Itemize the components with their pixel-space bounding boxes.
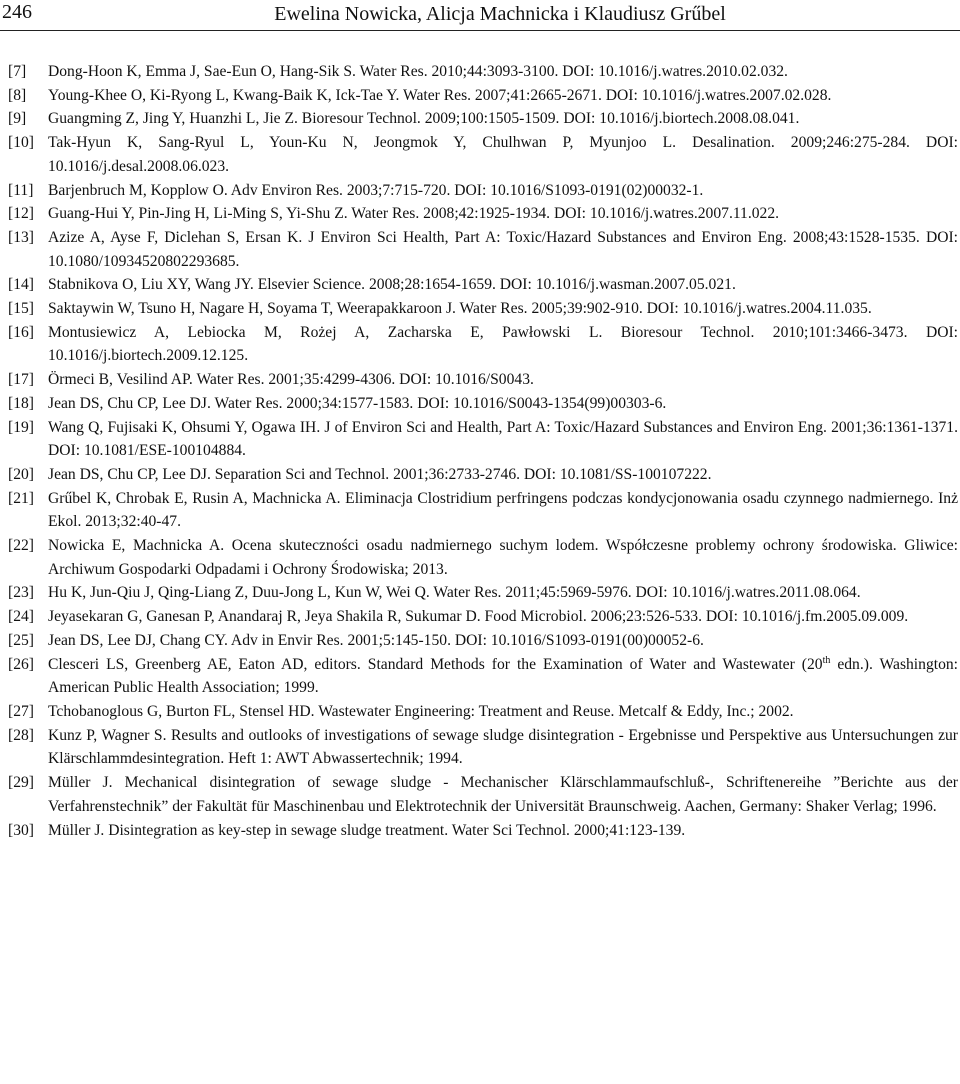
reference-number: [20] xyxy=(8,465,34,483)
reference-text-main: Jeyasekaran G, Ganesan P, Anandaraj R, Jeya Shakila R, Sukumar D. Food Microbiol. 2006;23:526-533. DOI: 10.1016/j.fm.2005.09.009. xyxy=(48,608,909,626)
reference-item xyxy=(8,724,958,771)
reference-text-main: Jean DS, Lee DJ, Chang CY. Adv in Envir Res. 2001;5:145-150. DOI: 10.1016/S1093-0191(00)00052-6. xyxy=(48,631,704,649)
reference-text xyxy=(48,107,958,131)
reference-text xyxy=(48,534,958,581)
reference-text xyxy=(48,321,958,368)
reference-number: [22] xyxy=(8,537,34,555)
reference-text xyxy=(48,581,958,605)
reference-text-main: Müller J. Mechanical disintegration of sewage sludge - Mechanischer Klärschlammaufschluß-, Schriftenereihe ”Berichte aus der Verfahrenstechnik” der Fakultät für Maschinenbau und Elektrotechnik der Universität Braunschweig. Aachen, Germany: Shaker Verlag; 1996. xyxy=(48,774,958,815)
reference-text xyxy=(48,487,958,534)
reference-text xyxy=(48,297,958,321)
reference-superscript: th xyxy=(822,654,831,666)
reference-number: [13] xyxy=(8,228,34,246)
reference-item xyxy=(8,487,958,534)
reference-text xyxy=(48,605,958,629)
reference-item xyxy=(8,107,958,131)
reference-item xyxy=(8,84,958,108)
reference-text xyxy=(48,629,958,653)
reference-item xyxy=(8,60,958,84)
reference-text xyxy=(48,179,958,203)
reference-text-main: Nowicka E, Machnicka A. Ocena skuteczności osadu nadmiernego suchym lodem. Współczesne problemy ochrony środowiska. Gliwice: Archiwum Gospodarki Odpadami i Ochrony Środowiska; 2013. xyxy=(48,537,958,578)
reference-number: [15] xyxy=(8,300,34,318)
reference-number: [19] xyxy=(8,418,34,436)
reference-text-main: Hu K, Jun-Qiu J, Qing-Liang Z, Duu-Jong L, Kun W, Wei Q. Water Res. 2011;45:5969-5976. DOI: 10.1016/j.watres.2011.08.064. xyxy=(48,584,861,602)
reference-text-main: Saktaywin W, Tsuno H, Nagare H, Soyama T, Weerapakkaroon J. Water Res. 2005;39:902-910. DOI: 10.1016/j.watres.2004.11.035. xyxy=(48,300,872,318)
reference-text xyxy=(48,700,958,724)
reference-text-main: Montusiewicz A, Lebiocka M, Rożej A, Zacharska E, Pawłowski L. Bioresour Technol. 2010;101:3466-3473. DOI: 10.1016/j.biortech.2009.12.125. xyxy=(48,323,958,365)
reference-number: [27] xyxy=(8,702,34,720)
reference-list xyxy=(8,60,958,842)
reference-number: [18] xyxy=(8,394,34,412)
reference-text-main: Tchobanoglous G, Burton FL, Stensel HD. Wastewater Engineering: Treatment and Reuse. Metcalf & Eddy, Inc.; 2002. xyxy=(48,702,794,720)
reference-text xyxy=(48,724,958,771)
reference-item xyxy=(8,392,958,416)
reference-text xyxy=(48,392,958,416)
reference-number: [12] xyxy=(8,205,34,223)
reference-text-main: Müller J. Disintegration as key-step in sewage sludge treatment. Water Sci Technol. 2000;41:123-139. xyxy=(48,821,686,839)
reference-item xyxy=(8,534,958,581)
reference-number: [7] xyxy=(8,63,27,80)
reference-item xyxy=(8,819,958,843)
reference-item xyxy=(8,700,958,724)
reference-item xyxy=(8,202,958,226)
reference-text xyxy=(48,819,958,843)
reference-text-main: Wang Q, Fujisaki K, Ohsumi Y, Ogawa IH. J of Environ Sci and Health, Part A: Toxic/Hazard Substances and Environ Eng. 2001;36:1361-1371. DOI: 10.1081/ESE-100104884. xyxy=(48,418,958,460)
reference-text xyxy=(48,202,958,226)
reference-text xyxy=(48,84,958,108)
reference-number: [25] xyxy=(8,631,34,649)
reference-text-main: Kunz P, Wagner S. Results and outlooks of investigations of sewage sludge disintegration - Ergebnisse und Perspektive aus Untersuchungen zur Klärschlammdesintegration. Heft 1: AWT Abwassertechnik; 1994. xyxy=(48,726,958,768)
reference-number: [17] xyxy=(8,371,34,389)
reference-item xyxy=(8,629,958,653)
reference-text-main: Clesceri LS, Greenberg AE, Eaton AD, editors. Standard Methods for the Examination of Water and Wastewater (20 xyxy=(48,655,823,673)
reference-number: [23] xyxy=(8,584,34,602)
reference-item xyxy=(8,605,958,629)
reference-number: [10] xyxy=(8,134,34,152)
page-number: 246 xyxy=(2,1,32,23)
reference-text-main: Azize A, Ayse F, Diclehan S, Ersan K. J Environ Sci Health, Part A: Toxic/Hazard Substances and Environ Eng. 2008;43:1528-1535. DOI: 10.1080/10934520802293685. xyxy=(48,228,958,270)
reference-text-main: Stabnikova O, Liu XY, Wang JY. Elsevier Science. 2008;28:1654-1659. DOI: 10.1016/j.wasman.2007.05.021. xyxy=(48,276,736,294)
reference-item xyxy=(8,297,958,321)
reference-number: [28] xyxy=(8,726,34,744)
reference-number: [14] xyxy=(8,276,34,294)
reference-item xyxy=(8,273,958,297)
reference-item xyxy=(8,321,958,368)
reference-number: [16] xyxy=(8,323,34,341)
reference-text xyxy=(48,463,958,487)
reference-text-main: Grűbel K, Chrobak E, Rusin A, Machnicka A. Eliminacja Clostridium perfringens podczas kondycjonowania osadu czynnego nadmiernego. Inż Ekol. 2013;32:40-47. xyxy=(48,489,958,531)
reference-text xyxy=(48,273,958,297)
reference-number: [29] xyxy=(8,774,34,792)
reference-text-main: Jean DS, Chu CP, Lee DJ. Water Res. 2000;34:1577-1583. DOI: 10.1016/S0043-1354(99)00303-6. xyxy=(48,394,667,412)
reference-text-main: Barjenbruch M, Kopplow O. Adv Environ Res. 2003;7:715-720. DOI: 10.1016/S1093-0191(02)00032-1. xyxy=(48,181,704,199)
reference-text xyxy=(48,60,958,84)
reference-number: [8] xyxy=(8,86,27,104)
reference-text xyxy=(48,368,958,392)
reference-item xyxy=(8,771,958,818)
reference-text xyxy=(48,226,958,273)
reference-item xyxy=(8,131,958,178)
reference-item xyxy=(8,226,958,273)
running-head: Ewelina Nowicka, Alicja Machnicka i Klaudiusz Grűbel xyxy=(274,3,726,25)
reference-text-after: edn.). Washington: American Public Health Association; 1999. xyxy=(48,655,958,697)
reference-item xyxy=(8,416,958,463)
reference-text-main: Jean DS, Chu CP, Lee DJ. Separation Sci and Technol. 2001;36:2733-2746. DOI: 10.1081/SS-100107222. xyxy=(48,465,712,483)
reference-item xyxy=(8,368,958,392)
reference-text-main: Young-Khee O, Ki-Ryong L, Kwang-Baik K, Ick-Tae Y. Water Res. 2007;41:2665-2671. DOI: 10.1016/j.watres.2007.02.028. xyxy=(48,86,832,104)
reference-number: [30] xyxy=(8,821,34,839)
reference-text-main: Örmeci B, Vesilind AP. Water Res. 2001;35:4299-4306. DOI: 10.1016/S0043. xyxy=(48,371,534,389)
reference-item xyxy=(8,653,958,700)
reference-text-main: Guangming Z, Jing Y, Huanzhi L, Jie Z. Bioresour Technol. 2009;100:1505-1509. DOI: 10.1016/j.biortech.2008.08.041. xyxy=(48,110,800,128)
reference-number: [11] xyxy=(8,181,34,199)
reference-number: [24] xyxy=(8,608,34,626)
reference-text xyxy=(48,771,958,818)
reference-text-main: Guang-Hui Y, Pin-Jing H, Li-Ming S, Yi-Shu Z. Water Res. 2008;42:1925-1934. DOI: 10.1016/j.watres.2007.11.022. xyxy=(48,205,780,223)
reference-text xyxy=(48,653,958,700)
reference-text xyxy=(48,131,958,178)
reference-number: [26] xyxy=(8,655,34,673)
reference-number: [21] xyxy=(8,489,34,507)
reference-text xyxy=(48,416,958,463)
reference-text-main: Dong-Hoon K, Emma J, Sae-Eun O, Hang-Sik S. Water Res. 2010;44:3093-3100. DOI: 10.1016/j.watres.2010.02.032. xyxy=(48,63,788,80)
reference-item xyxy=(8,179,958,203)
reference-text-main: Tak-Hyun K, Sang-Ryul L, Youn-Ku N, Jeongmok Y, Chulhwan P, Myunjoo L. Desalination. 2009;246:275-284. DOI: 10.1016/j.desal.2008.06.023. xyxy=(48,134,958,175)
reference-item xyxy=(8,581,958,605)
reference-item xyxy=(8,463,958,487)
reference-number: [9] xyxy=(8,110,27,128)
page-header xyxy=(0,0,960,31)
